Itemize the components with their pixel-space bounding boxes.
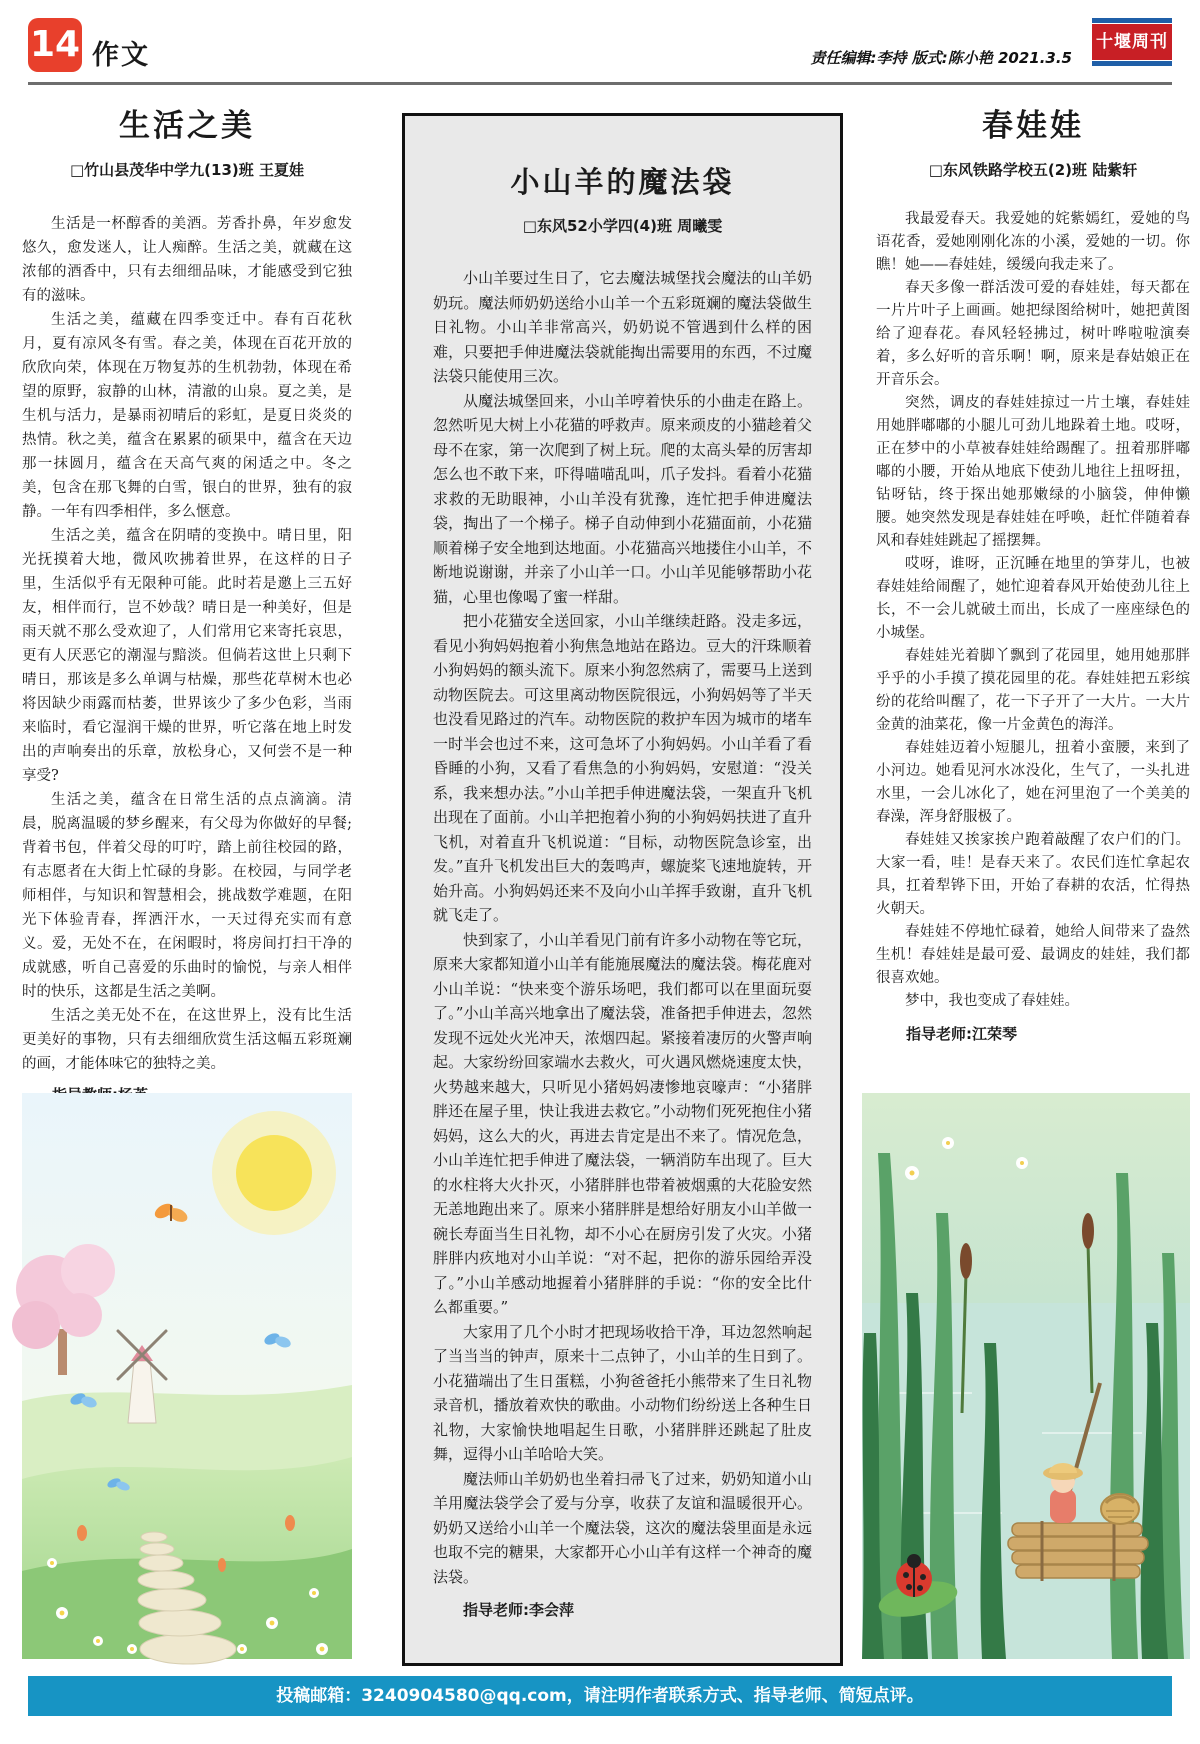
paragraph: 把小花猫安全送回家，小山羊继续赶路。没走多远，看见小狗妈妈抱着小狗焦急地站在路边。豆大的汗珠顺着小狗妈妈的额头流下。原来小狗忽然病了，需要马上送到动物医院去。可这里离动物医院很远，小狗妈妈等了半天也没看见路过的汽车。动物医院的救护车因为城市的堵车一时半会也过不来，这可急坏了小狗妈妈。小山羊看了看昏睡的小狗，又看了看焦急的小狗妈妈，安慰道：“没关系，我来想办法。”小山羊把手伸进魔法袋，一架直升飞机出现在了面前。小山羊把抱着小狗的小狗妈妈扶进了直升飞机，对着直升飞机说道：“目标，动物医院急诊室，出发。”直升飞机发出巨大的轰鸣声，螺旋桨飞速地旋转，开始升高。小狗妈妈还来不及向小山羊挥手致谢，直升飞机就飞走了。 xyxy=(433,612,812,924)
left-illustration xyxy=(22,1093,352,1659)
page-header xyxy=(28,16,1172,72)
submission-note: 投稿邮箱：3240904580@qq.com，请注明作者联系方式、指导老师、简短点评。 xyxy=(276,1686,924,1706)
article-middle-teacher-credit: 指导老师:李会萍 xyxy=(463,1601,574,1619)
paragraph: 魔法师山羊奶奶也坐着扫帚飞了过来，奶奶知道小山羊用魔法袋学会了爱与分享，收获了友谊和温暖很开心。奶奶又送给小山羊一个魔法袋，这次的魔法袋里面是永远也取不完的糖果，大家都开心小山羊有这样一个神奇的魔法袋。 xyxy=(433,1469,812,1586)
article-right xyxy=(876,100,1190,1090)
paragraph: 生活之美，蕴藏在四季变迁中。春有百花秋月，夏有凉风冬有雪。春之美，体现在百花开放的欣欣向荣，体现在万物复苏的生机勃勃，体现在希望的原野，寂静的山林，清澈的山泉。夏之美，是生机与活力，是暴雨初晴后的彩虹，是夏日炎炎的热情。秋之美，蕴含在累累的硕果中，蕴含在天边那一抹圆月，蕴含在天高气爽的闲适之中。冬之美，包含在那飞舞的白雪，银白的世界，独有的寂静。一年有四季相伴，多么惬意。 xyxy=(22,312,352,520)
paragraph: 从魔法城堡回来，小山羊哼着快乐的小曲走在路上。忽然听见大树上小花猫的呼救声。原来顽皮的小猫趁着父母不在家，第一次爬到了树上玩。爬的太高头晕的厉害却怎么也不敢下来，吓得喵喵乱叫，爪子发抖。看着小花猫求救的无助眼神，小山羊没有犹豫，连忙把手伸进魔法袋，掏出了一个梯子。梯子自动伸到小花猫面前，小花猫顺着梯子安全地到达地面。小花猫高兴地搂住小山羊，不断地说谢谢，并亲了小山羊一口。小山羊见能够帮助小花猫，心里也像喝了蜜一样甜。 xyxy=(433,391,812,606)
paragraph: 生活之美，蕴含在阴晴的变换中。晴日里，阳光抚摸着大地，微风吹拂着世界，在这样的日子里，生活似乎有无限种可能。此时若是邀上三五好友，相伴而行，岂不妙哉？晴日是一种美好，但是雨天就不那么受欢迎了，人们常用它来寄托哀思，更有人厌恶它的潮湿与黯淡。但倘若这世上只剩下晴日，那该是多么单调与枯燥，那些花草树木也必将因缺少雨露而枯萎，世界该少了多少色彩，当雨来临时，看它湿润干燥的世界，听它落在地上时发出的声响奏出的乐章，放松身心，又何尝不是一种享受? xyxy=(22,528,352,784)
paragraph: 哎呀，谁呀，正沉睡在地里的笋芽儿，也被春娃娃给闹醒了，她忙迎着春风开始使劲儿往上长，不一会儿就破土而出，长成了一座座绿色的小城堡。 xyxy=(876,556,1190,641)
paragraph: 春娃娃迈着小短腿儿，扭着小蛮腰，来到了小河边。她看见河水冰没化，生气了，一头扎进水里，一会儿冰化了，她在河里泡了一个美美的春澡，浑身舒服极了。 xyxy=(876,740,1190,825)
paragraph: 春娃娃光着脚丫飘到了花园里，她用她那胖乎乎的小手摸了摸花园里的花。春娃娃把五彩缤纷的花给叫醒了，花一下子开了一大片。一大片金黄的油菜花，像一片金黄色的海洋。 xyxy=(876,648,1190,733)
masthead-bottom-bar xyxy=(1092,61,1172,66)
article-middle-author: □东风52小学四(4)班 周曦雯 xyxy=(522,217,723,235)
article-left-title: 生活之美 xyxy=(119,108,255,144)
paragraph: 春娃娃不停地忙碌着，她给人间带来了盎然生机！春娃娃是最可爱、最调皮的娃娃，我们都很喜欢她。 xyxy=(876,924,1190,986)
article-right-body xyxy=(876,208,1190,1013)
footer-bar xyxy=(28,1676,1172,1716)
page-number-badge: 14 xyxy=(28,18,82,72)
paragraph: 梦中，我也变成了春娃娃。 xyxy=(905,993,1079,1009)
pond-reeds-illustration xyxy=(862,1093,1190,1659)
article-left-author: □竹山县茂华中学九(13)班 王夏娃 xyxy=(70,161,304,179)
masthead-top-bar xyxy=(1092,18,1172,23)
article-right-author: □东风铁路学校五(2)班 陆紫轩 xyxy=(928,161,1138,179)
article-left-body xyxy=(22,212,352,1076)
paragraph: 生活之美，蕴含在日常生活的点点滴滴。清晨，脱离温暖的梦乡醒来，有父母为你做好的早餐;背着书包，伴着父母的叮咛，踏上前往校园的路，有志愿者在大街上忙碌的身影。在校园，与同学老师相伴，与知识和智慧相会，挑战数学难题，在阳光下体验青春，挥洒汗水，一天过得充实而有意义。爱，无处不在，在闲暇时，将房间打扫干净的成就感，听自己喜爱的乐曲时的愉悦，与亲人相伴时的快乐，这都是生活之美啊。 xyxy=(22,792,352,1000)
sun-icon xyxy=(212,1111,336,1235)
article-middle-body xyxy=(433,266,812,1589)
paragraph: 我最爱春天。我爱她的姹紫嫣红，爱她的鸟语花香，爱她刚刚化冻的小溪，爱她的一切。你瞧！她——春娃娃，缓缓向我走来了。 xyxy=(876,211,1190,273)
section-title: 作文 xyxy=(92,40,150,71)
paragraph: 大家用了几个小时才把现场收拾干净，耳边忽然响起了当当当的钟声，原来十二点钟了，小山羊的生日到了。小花猫端出了生日蛋糕，小狗爸爸托小熊带来了生日礼物录音机，播放着欢快的歌曲。小动物们纷纷送上各种生日礼物，大家愉快地唱起生日歌，小猪胖胖还跳起了肚皮舞，逗得小山羊哈哈大笑。 xyxy=(433,1322,812,1463)
right-illustration xyxy=(862,1093,1190,1659)
article-middle-title: 小山羊的魔法袋 xyxy=(510,165,735,199)
article-right-teacher-credit: 指导老师:江荣琴 xyxy=(906,1025,1017,1043)
paragraph: 生活是一杯醇香的美酒。芳香扑鼻，年岁愈发悠久，愈发迷人，让人痴醉。生活之美，就藏在这浓郁的酒香中，只有去细细品味，才能感受到它独有的滋味。 xyxy=(22,216,352,304)
paragraph: 突然，调皮的春娃娃掠过一片土壤，春娃娃用她胖嘟嘟的小腿儿可劲儿地跺着土地。哎呀，正在梦中的小草被春娃娃给踢醒了。扭着那胖嘟嘟的小腰，开始从地底下使劲儿地往上扭呀扭，钻呀钻，终于探出她那嫩绿的小脑袋，伸伸懒腰。她突然发现是春娃娃在呼唤，赶忙伴随着春风和春娃娃跳起了摇摆舞。 xyxy=(876,395,1190,549)
header-rule xyxy=(28,82,1172,85)
paragraph: 小山羊要过生日了，它去魔法城堡找会魔法的山羊奶奶玩。魔法师奶奶送给小山羊一个五彩斑斓的魔法袋做生日礼物。小山羊非常高兴，奶奶说不管遇到什么样的困难，只要把手伸进魔法袋就能掏出需要用的东西，不过魔法袋只能使用三次。 xyxy=(433,269,812,385)
spring-meadow-illustration xyxy=(22,1093,352,1659)
article-right-title: 春娃娃 xyxy=(982,108,1084,144)
masthead xyxy=(1092,18,1172,70)
paragraph: 春娃娃又挨家挨户跑着敲醒了农户们的门。大家一看，哇！是春天来了。农民们连忙拿起农具，扛着犁铧下田，开始了春耕的农活，忙得热火朝天。 xyxy=(876,832,1190,917)
article-left xyxy=(22,100,352,1090)
basket xyxy=(1101,1494,1139,1524)
paragraph: 生活之美无处不在，在这世界上，没有比生活更美好的事物，只有去细细欣赏生活这幅五彩斑斓的画，才能体味它的独特之美。 xyxy=(22,1008,352,1072)
paragraph: 春天多像一群活泼可爱的春娃娃，每天都在一片片叶子上画画。她把绿图给树叶，她把黄图给了迎春花。春风轻轻拂过，树叶哗啦啦演奏着，多么好听的音乐啊！啊，原来是春姑娘正在开音乐会。 xyxy=(876,280,1190,388)
editor-credits: 责任编辑:李持 版式:陈小艳 2021.3.5 xyxy=(810,49,1072,67)
masthead-title: 十堰周刊 xyxy=(1092,24,1172,60)
paragraph: 快到家了，小山羊看见门前有许多小动物在等它玩，原来大家都知道小山羊有能施展魔法的魔法袋。梅花鹿对小山羊说：“快来变个游乐场吧，我们都可以在里面玩耍了。”小山羊高兴地拿出了魔法袋，准备把手伸进去，忽然发现不远处火光冲天，浓烟四起。紧接着凄厉的火警声响起。大家纷纷回家端水去救火，可火遇风燃烧速度太快，火势越来越大，只听见小猪妈妈凄惨地哀嚎声：“小猪胖胖还在屋子里，快让我进去救它。”小动物们死死抱住小猪妈妈，这么大的火，再进去肯定是出不来了。情况危急，小山羊连忙把手伸进了魔法袋，一辆消防车出现了。巨大的水柱将大火扑灭，小猪胖胖也带着被烟熏的大花脸安然无恙地跑出来了。原来小猪胖胖是想给好朋友小山羊做一碗长寿面当生日礼物，却不小心在厨房引发了火灾。小猪胖胖内疚地对小山羊说：“对不起，把你的游乐园给弄没了。”小山羊感动地握着小猪胖胖的手说：“你的安全比什么都重要。” xyxy=(433,930,812,1316)
article-middle-box xyxy=(402,113,843,1666)
